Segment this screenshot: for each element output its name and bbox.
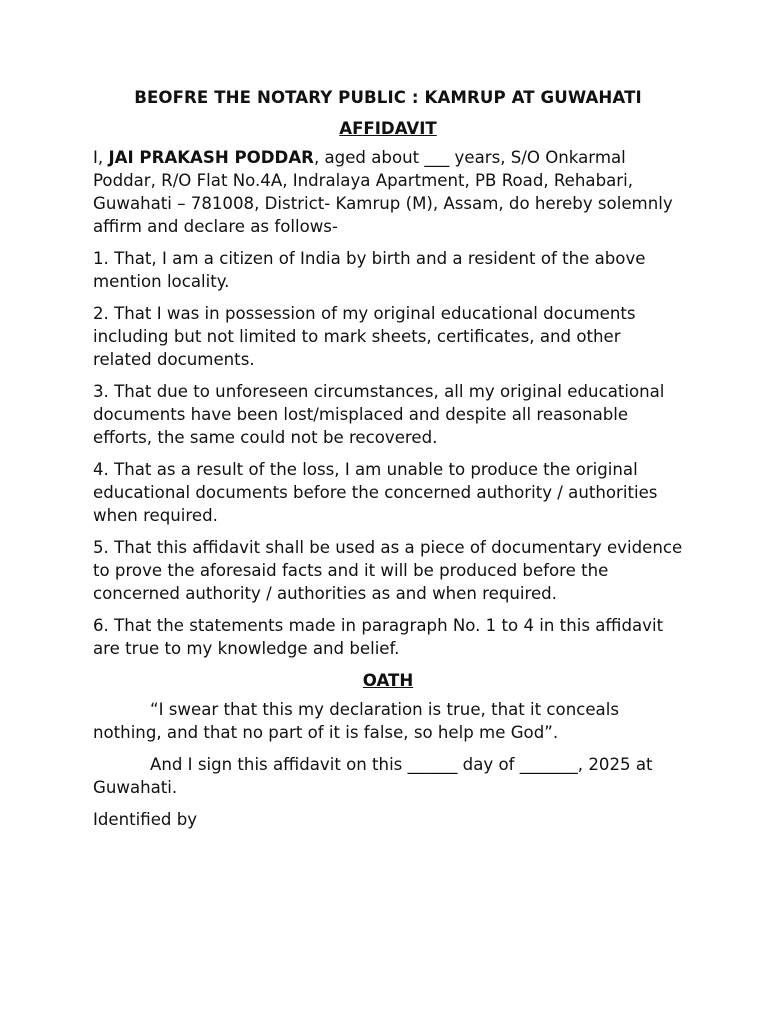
clause-4: 4. That as a result of the loss, I am unable to produce the original educational documents before the concerned authority / authorities when required. [93, 460, 658, 525]
oath-text: “I swear that this my declaration is true, that it conceals nothing, and that no part of it is false, so help me God”. [93, 700, 619, 742]
clause-5: 5. That this affidavit shall be used as a piece of documentary evidence to prove the aforesaid facts and it will be produced before the concerned authority / authorities as and when required. [93, 538, 683, 603]
document-title: AFFIDAVIT [339, 119, 437, 138]
affidavit-page [93, 86, 683, 840]
signing-text: And I sign this affidavit on this ______ day of _______, 2025 at Guwahati. [93, 755, 653, 797]
oath-title: OATH [362, 671, 414, 690]
clause-6: 6. That the statements made in paragraph No. 1 to 4 in this affidavit are true to my knowledge and belief. [93, 616, 664, 658]
intro-prefix: I, [93, 148, 109, 167]
clause-3: 3. That due to unforeseen circumstances, all my original educational documents have been lost/misplaced and despite all reasonable efforts, the same could not be recovered. [93, 382, 665, 447]
document-header: BEOFRE THE NOTARY PUBLIC : KAMRUP AT GUWAHATI [134, 88, 642, 107]
clause-2: 2. That I was in possession of my original educational documents including but not limited to mark sheets, certificates, and other related documents. [93, 304, 636, 369]
deponent-name: JAI PRAKASH PODDAR [108, 148, 314, 167]
identified-by: Identified by [93, 810, 198, 829]
intro-rest: , aged about ___ years, S/O Onkarmal Poddar, R/O Flat No.4A, Indralaya Apartment, PB Road, Rehabari, Guwahati – 781008, District- Kamrup (M), Assam, do hereby solemnly affirm and declare as follows- [93, 148, 673, 236]
intro-paragraph [93, 146, 683, 238]
clause-1: 1. That, I am a citizen of India by birth and a resident of the above mention locality. [93, 249, 646, 291]
